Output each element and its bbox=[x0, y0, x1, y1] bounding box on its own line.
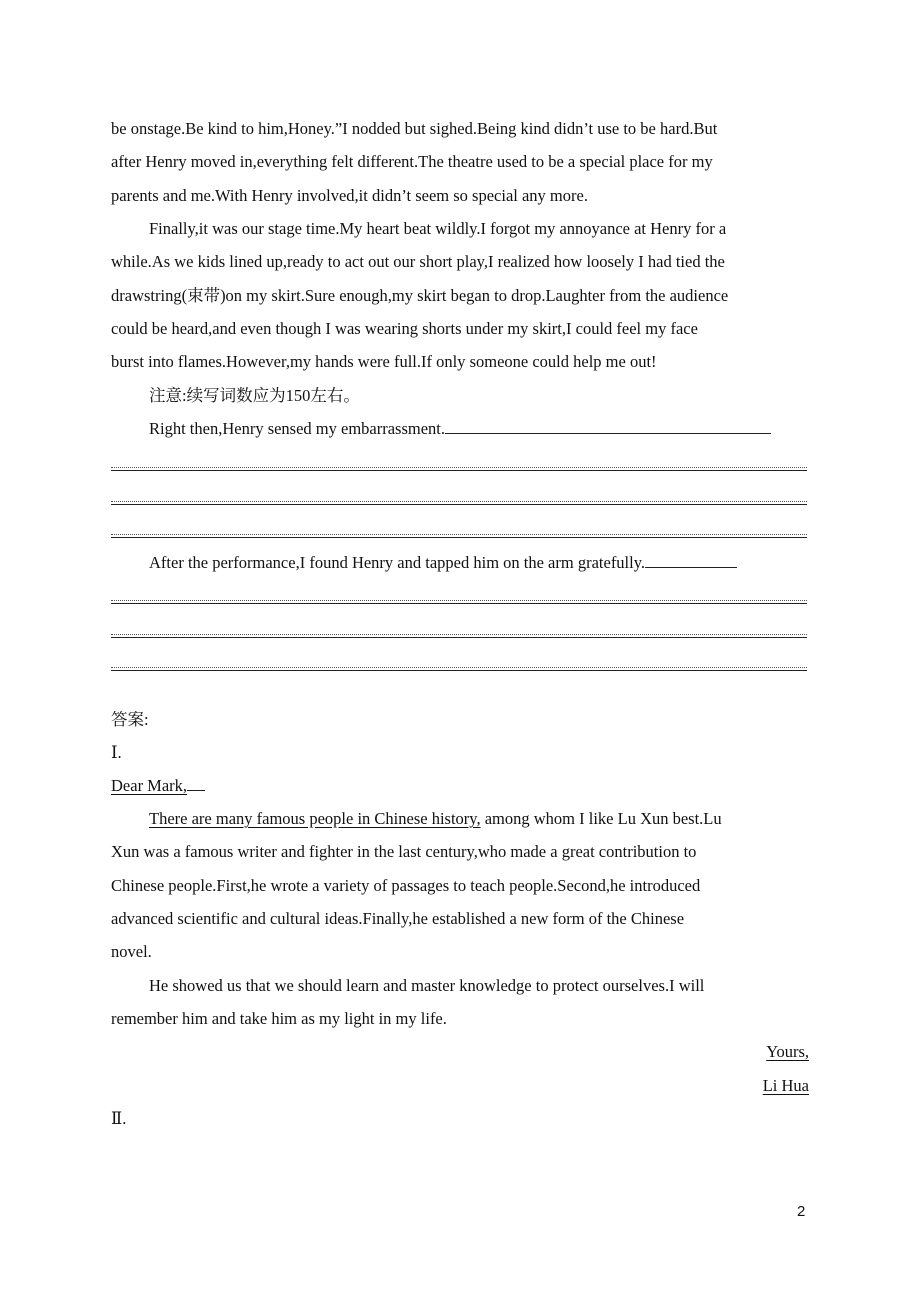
story-line-1: be onstage.Be kind to him,Honey.”I nodded but sighed.Being kind didn’t use to be hard.But bbox=[111, 119, 718, 138]
underlined-opening: There are many famous people in Chinese history, bbox=[149, 809, 481, 828]
greeting-text: Dear Mark, bbox=[111, 776, 188, 795]
answer-blank-line[interactable] bbox=[111, 603, 807, 604]
answer-blank-line[interactable] bbox=[111, 504, 807, 505]
page-number: 2 bbox=[797, 1203, 806, 1220]
story-line-5: while.As we kids lined up,ready to act out our short play,I realized how loosely I had tied the bbox=[111, 252, 725, 271]
story-line-6: drawstring(束带)on my skirt.Sure enough,my skirt began to drop.Laughter from the audience bbox=[111, 286, 729, 305]
answer-blank-inline-1[interactable] bbox=[445, 432, 771, 434]
letter-para-1-line-2: Xun was a famous writer and fighter in the last century,who made a great contribution to bbox=[111, 842, 697, 861]
part-2-label: Ⅱ. bbox=[111, 1109, 127, 1128]
letter-greeting bbox=[111, 776, 809, 796]
answer-blank-inline-2[interactable] bbox=[645, 566, 737, 568]
answer-blank-line[interactable] bbox=[111, 670, 807, 671]
greeting-underline bbox=[187, 789, 205, 791]
letter-closing: Yours, bbox=[766, 1042, 809, 1061]
word-count-note: 注意:续写词数应为150左右。 bbox=[149, 386, 360, 405]
story-line-2: after Henry moved in,everything felt different.The theatre used to be a special place for my bbox=[111, 152, 713, 171]
prompt-2 bbox=[149, 553, 809, 573]
story-line-4: Finally,it was our stage time.My heart beat wildly.I forgot my annoyance at Henry for a bbox=[149, 219, 727, 238]
letter-para-1-line-4: advanced scientific and cultural ideas.Finally,he established a new form of the Chinese bbox=[111, 909, 685, 928]
letter-para-2-line-1: He showed us that we should learn and master knowledge to protect ourselves.I will bbox=[149, 976, 705, 995]
letter-para-1-line-3: Chinese people.First,he wrote a variety of passages to teach people.Second,he introduced bbox=[111, 876, 701, 895]
letter-para-1-line-5: novel. bbox=[111, 942, 152, 961]
letter-para-2-line-2: remember him and take him as my light in my life. bbox=[111, 1009, 447, 1028]
story-line-7: could be heard,and even though I was wearing shorts under my skirt,I could feel my face bbox=[111, 319, 698, 338]
prompt-1 bbox=[149, 419, 809, 439]
prompt-2-text: After the performance,I found Henry and tapped him on the arm gratefully. bbox=[149, 553, 646, 572]
part-1-label: Ⅰ. bbox=[111, 743, 122, 762]
prompt-1-text: Right then,Henry sensed my embarrassment. bbox=[149, 419, 446, 438]
answers-heading: 答案: bbox=[111, 710, 149, 729]
letter-signature: Li Hua bbox=[762, 1076, 809, 1095]
story-line-3: parents and me.With Henry involved,it didn’t seem so special any more. bbox=[111, 186, 588, 205]
para-1-continued: among whom I like Lu Xun best.Lu bbox=[480, 809, 722, 828]
answer-blank-line[interactable] bbox=[111, 470, 807, 471]
story-line-8: burst into flames.However,my hands were full.If only someone could help me out! bbox=[111, 352, 657, 371]
letter-para-1-line-1 bbox=[149, 809, 809, 829]
answer-blank-line[interactable] bbox=[111, 537, 807, 538]
answer-blank-line[interactable] bbox=[111, 637, 807, 638]
